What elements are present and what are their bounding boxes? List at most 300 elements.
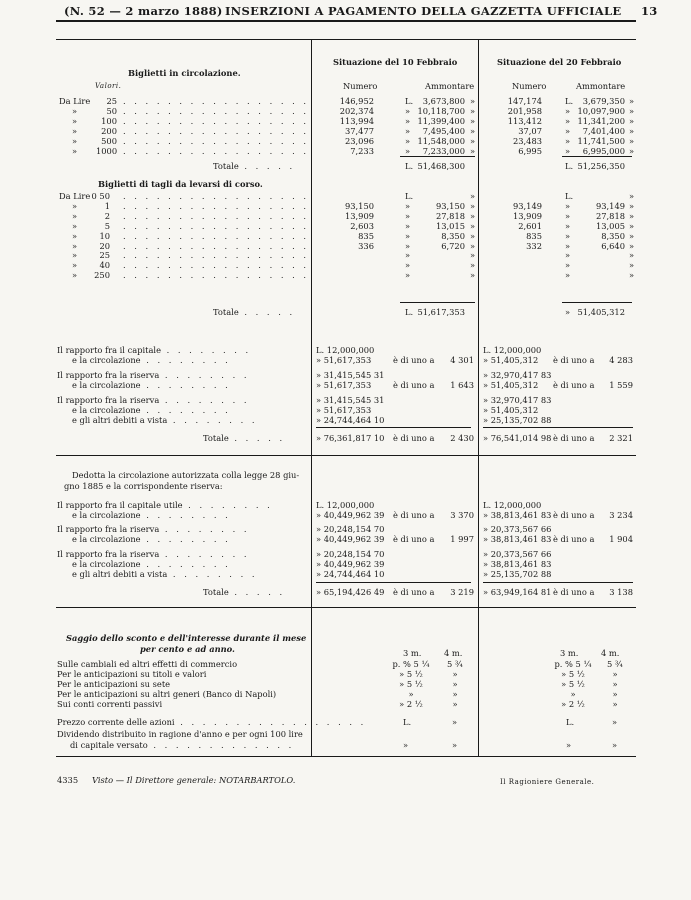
rapporto-ratio-1: è di uno a xyxy=(393,534,435,544)
saggio-h3-1: 3 m. xyxy=(403,648,422,658)
ammontare-suffix-1: » xyxy=(470,96,476,106)
totale-r1-q1: 2 430 xyxy=(450,433,474,443)
tagli-ammontare-1: 8,350 xyxy=(441,230,465,241)
saggio-4m-1: » xyxy=(452,699,458,709)
saggio-3m-2: » xyxy=(570,689,576,699)
rapporto-label: Il rapporto fra la riserva . . . . . . . . xyxy=(57,524,250,534)
prezzo-v2b: » xyxy=(612,717,618,727)
tagli-ammontare-2: 13,005 xyxy=(595,220,625,231)
saggio-title-2: per cento e ad anno. xyxy=(140,644,235,654)
tagli-ammontare-2: 6,640 xyxy=(601,240,625,251)
tagli-suffix-1: » xyxy=(470,220,476,231)
tagli-suffix-1: » xyxy=(470,230,476,241)
taglio-lab: Da Lire xyxy=(59,191,91,201)
rapporto-v2: » 51,405,312 xyxy=(483,380,539,390)
header-rule xyxy=(56,20,636,22)
ammontare-suffix-2: » xyxy=(629,96,635,106)
totale-r2-q2: 3 138 xyxy=(609,587,633,597)
tagli-suffix-2: » xyxy=(629,230,635,241)
dot-leader: . . . . . . . . . . . . . . . . . xyxy=(123,96,310,106)
rapporto-text: e la circolazione xyxy=(72,355,141,365)
valore-mark: » xyxy=(72,116,78,126)
ammontare-prefix-2: » xyxy=(565,116,571,126)
tagli-suffix-2: » xyxy=(629,210,635,221)
ammontare-2: 10,097,900 xyxy=(577,106,625,116)
rapporto-v1: » 20,248,154 70 xyxy=(316,524,385,534)
saggio-text: Per le anticipazioni su altri generi (Banco di Napoli) xyxy=(57,689,277,699)
tagli-numero-2: 2,601 xyxy=(518,220,542,231)
ammontare-2: 11,741,500 xyxy=(577,136,625,146)
taglio-mark: » xyxy=(72,220,78,231)
rapporto-text: e la circolazione xyxy=(72,534,141,544)
totale-r1-v2: » 76,541,014 98 xyxy=(483,433,552,443)
rapporto-label: Il rapporto fra il capitale utile . . . . . . . . xyxy=(57,500,273,510)
numero-2: 113,412 xyxy=(507,116,542,126)
rapporto-v1: L. 12,000,000 xyxy=(316,345,375,355)
rapporto-ratio-2: è di uno a xyxy=(553,380,595,390)
rapporto-v2: » 38,813,461 83 xyxy=(483,534,552,544)
biglietti-title: Biglietti in circolazione. xyxy=(128,68,241,78)
ammontare-1: 11,399,400 xyxy=(417,116,465,126)
taglio-val: 5 xyxy=(104,220,110,231)
ammontare-1: 7,233,000 xyxy=(422,146,465,156)
totale-r2-v2: » 63,949,164 81 xyxy=(483,587,552,597)
rapporto-ratio-1: è di uno a xyxy=(393,355,435,365)
bottom-rule xyxy=(56,756,636,757)
dot-leader: . . . . . . . . . . . . . . . . . xyxy=(123,240,310,251)
column-rule-2 xyxy=(478,40,479,756)
tagli-suffix-2: » xyxy=(629,191,635,201)
saggio-3m-1: » xyxy=(408,689,414,699)
numero-1: 113,994 xyxy=(339,116,374,126)
rapporto-v2: » 32,970,417 83 xyxy=(483,395,552,405)
numero-2: 147,174 xyxy=(507,96,542,106)
div-v1: » xyxy=(403,740,409,750)
totale-tagli-rule-2 xyxy=(562,302,632,303)
numero-1: 202,374 xyxy=(339,106,374,116)
ammontare-suffix-1: » xyxy=(470,126,476,136)
rapporto-text: e la circolazione xyxy=(72,405,141,415)
rap1-sum-rule-1 xyxy=(316,427,471,428)
rapporto-ratio-2: è di uno a xyxy=(553,510,595,520)
ammontare-prefix-1: » xyxy=(405,136,411,146)
taglio-mark: » xyxy=(72,270,78,281)
tagli-numero-1: 2,603 xyxy=(350,220,374,231)
tagli-ammontare-1: 13,015 xyxy=(435,220,465,231)
totale-tagli-1: 51,617,353 xyxy=(417,307,465,317)
dot-leader: . . . . . . . . . . . . . . . . . xyxy=(123,106,310,116)
col-heading-sit2: Situazione del 20 Febbraio xyxy=(497,57,622,67)
numero-2: 6,995 xyxy=(518,146,542,156)
totale-r2-r2: è di uno a xyxy=(553,587,595,597)
rapporto-v1: » 31,415,545 31 xyxy=(316,395,385,405)
tagli-prefix-2: » xyxy=(565,210,571,221)
numero-1: 7,233 xyxy=(350,146,374,156)
rapporto-label: e la circolazione . . . . . . . . xyxy=(72,405,231,415)
column-rule-1 xyxy=(311,40,312,756)
taglio-val: 250 xyxy=(94,270,110,281)
tagli-ammontare-1: 6,720 xyxy=(441,240,465,251)
taglio-val: 0 50 xyxy=(91,191,110,201)
dedotta-line-2: gno 1885 e la corrispondente riserva: xyxy=(64,481,223,491)
rapporto-v2: » 51,405,312 xyxy=(483,355,539,365)
rapporto-v1: » 40,449,962 39 xyxy=(316,559,385,569)
saggio-4m-2: » xyxy=(612,699,618,709)
tagli-numero-2: 332 xyxy=(526,240,542,251)
rap2-sum-rule-1 xyxy=(316,582,471,583)
rapporto-v1: » 51,617,353 xyxy=(316,380,372,390)
saggio-h4-1: 4 m. xyxy=(444,648,463,658)
tagli-numero-1: 835 xyxy=(358,230,374,241)
rapporto-v2: » 38,813,461 83 xyxy=(483,559,552,569)
ammontare-suffix-2: » xyxy=(629,126,635,136)
totale-biglietti-2: 51,256,350 xyxy=(577,161,625,171)
tagli-prefix-1: » xyxy=(405,270,411,281)
saggio-title-1: Saggio dello sconto e dell'interesse durante il mese xyxy=(66,633,307,643)
saggio-4m-1: » xyxy=(452,689,458,699)
rapporto-text: Il rapporto fra il capitale xyxy=(57,345,161,355)
totale-r1-r1: è di uno a xyxy=(393,433,435,443)
tagli-prefix-1: » xyxy=(405,200,411,211)
rapporto-label: e la circolazione . . . . . . . . xyxy=(72,559,231,569)
tagli-title: Biglietti di tagli da levarsi di corso. xyxy=(98,179,263,189)
taglio-mark: » xyxy=(72,210,78,221)
rapporto-text: e gli altri debiti a vista xyxy=(72,415,168,425)
rapporto-q1: 4 301 xyxy=(450,355,474,365)
prezzo-v1b: » xyxy=(452,717,458,727)
taglio-mark: » xyxy=(72,200,78,211)
dot-leader: . . . . . . . . . . . . . . . . . xyxy=(123,210,310,221)
numero-1: 23,096 xyxy=(344,136,374,146)
rap2-sum-rule-2 xyxy=(483,582,633,583)
div-v1b: » xyxy=(452,740,458,750)
tagli-prefix-2: » xyxy=(565,260,571,271)
ammontare-prefix-1: » xyxy=(405,146,411,156)
totale-r2-v1: » 65,194,426 49 xyxy=(316,587,385,597)
totale-r2-q1: 3 219 xyxy=(450,587,474,597)
rapporto-ratio-1: è di uno a xyxy=(393,510,435,520)
dot-leader: . . . . . . . . . . . . . . . . . xyxy=(123,200,310,211)
rapporto-q2: 1 904 xyxy=(609,534,633,544)
tagli-prefix-2: L. xyxy=(565,191,574,201)
rapporto-ratio-2: è di uno a xyxy=(553,534,595,544)
div-v2: » xyxy=(566,740,572,750)
rapporto-text: Il rapporto fra la riserva xyxy=(57,395,160,405)
tagli-suffix-1: » xyxy=(470,210,476,221)
saggio-label xyxy=(57,679,170,689)
taglio-val: 20 xyxy=(99,240,110,251)
tagli-suffix-2: » xyxy=(629,250,635,261)
tagli-numero-2: 13,909 xyxy=(512,210,542,221)
prezzo-v1: L. xyxy=(403,717,412,727)
rapporto-v1: » 31,415,545 31 xyxy=(316,370,385,380)
saggio-label xyxy=(57,689,276,699)
saggio-4m-1: 5 ¾ xyxy=(447,659,463,669)
tagli-prefix-1: » xyxy=(405,250,411,261)
tagli-prefix-2: » xyxy=(565,270,571,281)
rapporto-q1: 3 370 xyxy=(450,510,474,520)
ammontare-suffix-2: » xyxy=(629,116,635,126)
ammontare-prefix-1: » xyxy=(405,106,411,116)
col-numero-2: Numero xyxy=(512,81,547,91)
rapporto-q1: 1 997 xyxy=(450,534,474,544)
saggio-4m-2: 5 ¾ xyxy=(607,659,623,669)
col-numero-1: Numero xyxy=(343,81,378,91)
tagli-ammontare-2: 27,818 xyxy=(595,210,625,221)
rapporto-v1: » 24,744,464 10 xyxy=(316,569,385,579)
ammontare-suffix-2: » xyxy=(629,136,635,146)
ammontare-prefix-1: L. xyxy=(405,96,414,106)
valore-taglio: 25 xyxy=(106,96,117,106)
taglio-val: 2 xyxy=(104,210,110,221)
ammontare-suffix-2: » xyxy=(629,146,635,156)
ammontare-1: 10,118,700 xyxy=(417,106,465,116)
numero-1: 37,477 xyxy=(344,126,374,136)
valore-taglio: 1000 xyxy=(96,146,118,156)
ammontare-prefix-2: » xyxy=(565,126,571,136)
section-rule-1 xyxy=(56,455,636,456)
section-rule-2 xyxy=(56,607,636,608)
ammontare-prefix-2: L. xyxy=(565,96,574,106)
ammontare-prefix-2: » xyxy=(565,106,571,116)
totale-rule-2 xyxy=(562,156,632,157)
rapporto-q2: 4 283 xyxy=(609,355,633,365)
taglio-mark: » xyxy=(72,240,78,251)
tagli-numero-2: 835 xyxy=(526,230,542,241)
saggio-4m-2: » xyxy=(612,669,618,679)
tagli-prefix-2: » xyxy=(565,200,571,211)
rapporto-label: Il rapporto fra la riserva . . . . . . . . xyxy=(57,549,250,559)
tagli-numero-2: 93,149 xyxy=(512,200,542,211)
tagli-ammontare-1: 27,818 xyxy=(435,210,465,221)
valore-mark: » xyxy=(72,106,78,116)
dot-leader: . . . . . . . . . . . . . . . . . xyxy=(123,116,310,126)
tagli-numero-1: 93,150 xyxy=(344,200,374,211)
rapporto-text: e la circolazione xyxy=(72,380,141,390)
saggio-4m-2: » xyxy=(612,689,618,699)
saggio-h4-2: 4 m. xyxy=(601,648,620,658)
tagli-prefix-2: » xyxy=(565,220,571,231)
tagli-numero-1: 13,909 xyxy=(344,210,374,221)
rapporto-label: Il rapporto fra la riserva . . . . . . . . xyxy=(57,395,250,405)
rapporto-text: Il rapporto fra il capitale utile xyxy=(57,500,183,510)
valore-mark: » xyxy=(72,136,78,146)
rapporto-text: e la circolazione xyxy=(72,559,141,569)
totale-r1-q2: 2 321 xyxy=(609,433,633,443)
ammontare-prefix-2: » xyxy=(565,146,571,156)
valore-taglio: 500 xyxy=(101,136,117,146)
page-title: INSERZIONI A PAGAMENTO DELLA GAZZETTA UFFICIALE xyxy=(225,4,622,18)
totale-r2-r1: è di uno a xyxy=(393,587,435,597)
tagli-prefix-1: » xyxy=(405,210,411,221)
tagli-suffix-1: » xyxy=(470,270,476,281)
prezzo-v2: L. xyxy=(566,717,575,727)
tagli-prefix-1: » xyxy=(405,260,411,271)
saggio-text: Per le anticipazioni su titoli e valori xyxy=(57,669,207,679)
taglio-val: 10 xyxy=(99,230,110,241)
taglio-val: 1 xyxy=(104,200,110,211)
dot-leader: . . . . . . . . . . . . . . . . . xyxy=(123,146,310,156)
col-heading-sit1: Situazione del 10 Febbraio xyxy=(333,57,458,67)
totale-biglietti-1: 51,468,300 xyxy=(417,161,465,171)
rapporto-text: Il rapporto fra la riserva xyxy=(57,549,160,559)
taglio-val: 25 xyxy=(99,250,110,261)
col-ammontare-2: Ammontare xyxy=(576,81,626,91)
tagli-suffix-2: » xyxy=(629,220,635,231)
dedotta-line-1: Dedotta la circolazione autorizzata colla legge 28 giu- xyxy=(72,470,300,480)
saggio-3m-2: » 5 ½ xyxy=(561,669,585,679)
tagli-suffix-2: » xyxy=(629,270,635,281)
rapporto-label: Il rapporto fra la riserva . . . . . . . . xyxy=(57,370,250,380)
rapporto-label: e la circolazione . . . . . . . . xyxy=(72,534,231,544)
tagli-prefix-2: » xyxy=(565,250,571,261)
dot-leader: . . . . . . . . . . . . . . . . . xyxy=(123,136,310,146)
saggio-3m-2: » 2 ½ xyxy=(561,699,585,709)
valore-taglio: 50 xyxy=(106,106,117,116)
dot-leader: . . . . . . . . . . . . . . . . . xyxy=(123,126,310,136)
tagli-suffix-2: » xyxy=(629,240,635,251)
dot-leader: . . . . . . . . . . . . . . . . . xyxy=(123,270,310,281)
tagli-ammontare-2: 93,149 xyxy=(595,200,625,211)
tagli-ammontare-1: 93,150 xyxy=(435,200,465,211)
rapporto-text: Il rapporto fra la riserva xyxy=(57,370,160,380)
totale-r1-r2: è di uno a xyxy=(553,433,595,443)
dot-leader: . . . . . . . . . . . . . . . . . xyxy=(123,191,310,201)
valore-mark: » xyxy=(72,126,78,136)
rapporto-v2: » 20,373,567 66 xyxy=(483,524,552,534)
numero-2: 23,483 xyxy=(512,136,542,146)
issue-number: (N. 52 — 2 marzo 1888) xyxy=(64,4,223,18)
rapporto-label: Il rapporto fra il capitale . . . . . . . . xyxy=(57,345,252,355)
numero-1: 146,952 xyxy=(339,96,374,106)
rapporto-text: e la circolazione xyxy=(72,510,141,520)
rapporto-v2: » 25,135,702 88 xyxy=(483,415,552,425)
tagli-prefix-2: » xyxy=(565,230,571,241)
rapporto-ratio-2: è di uno a xyxy=(553,355,595,365)
numero-2: 201,958 xyxy=(507,106,542,116)
rapporto-v2: L. 12,000,000 xyxy=(483,345,542,355)
dot-leader: . . . . . . . . . . . . . . . . . xyxy=(123,230,310,241)
valore-taglio: 100 xyxy=(101,116,117,126)
tagli-suffix-1: » xyxy=(470,200,476,211)
ammontare-1: 7,495,400 xyxy=(422,126,465,136)
rapporto-v1: » 51,617,353 xyxy=(316,405,372,415)
totale-tagli-2: 51,405,312 xyxy=(577,307,625,317)
tagli-prefix-1: » xyxy=(405,240,411,251)
dot-leader: . . . . . . . . . . . . . . . . . xyxy=(123,250,310,261)
ammontare-1: 3,673,800 xyxy=(422,96,465,106)
saggio-text: Sui conti correnti passivi xyxy=(57,699,163,709)
rapporto-v1: » 51,617,353 xyxy=(316,355,372,365)
saggio-3m-2: » 5 ½ xyxy=(561,679,585,689)
saggio-4m-1: » xyxy=(452,669,458,679)
saggio-label xyxy=(57,659,237,669)
ammontare-suffix-1: » xyxy=(470,106,476,116)
tagli-suffix-1: » xyxy=(470,240,476,251)
ammontare-suffix-2: » xyxy=(629,106,635,116)
tagli-ammontare-2: 8,350 xyxy=(601,230,625,241)
totale-rule-1 xyxy=(400,156,475,157)
saggio-h3-2: 3 m. xyxy=(560,648,579,658)
prezzo-label: Prezzo corrente delle azioni . . . . . . . . . . . . . . . . . xyxy=(57,717,367,727)
ammontare-2: 11,341,200 xyxy=(577,116,625,126)
rapporto-v2: » 51,405,312 xyxy=(483,405,539,415)
valore-taglio: 200 xyxy=(101,126,117,136)
rapporto-text: Il rapporto fra la riserva xyxy=(57,524,160,534)
totale-r1-label: Totale . . . . . xyxy=(203,433,286,443)
rapporto-q2: 1 559 xyxy=(609,380,633,390)
ammontare-prefix-1: » xyxy=(405,126,411,136)
ammontare-suffix-1: » xyxy=(470,136,476,146)
rapporto-v2: » 32,970,417 83 xyxy=(483,370,552,380)
ammontare-suffix-1: » xyxy=(470,116,476,126)
rapporto-label: e gli altri debiti a vista . . . . . . . . xyxy=(72,415,258,425)
saggio-3m-1: p. % 5 ¼ xyxy=(392,659,430,669)
saggio-text: Sulle cambiali ed altri effetti di commercio xyxy=(57,659,238,669)
page-number: 13 xyxy=(641,4,658,18)
footer-number: 4335 xyxy=(57,775,79,785)
ammontare-1: 11,548,000 xyxy=(417,136,465,146)
taglio-mark: » xyxy=(72,230,78,241)
tagli-suffix-1: » xyxy=(470,250,476,261)
numero-2: 37,07 xyxy=(518,126,542,136)
dot-leader: . . . . . . . . . . . . . . . . . xyxy=(123,220,310,231)
saggio-3m-1: » 2 ½ xyxy=(399,699,423,709)
tagli-suffix-1: » xyxy=(470,191,476,201)
saggio-label xyxy=(57,669,206,679)
rapporto-q2: 3 234 xyxy=(609,510,633,520)
totale-biglietti-label: Totale . . . . . xyxy=(213,161,296,171)
totale-tagli-rule-1 xyxy=(400,302,475,303)
rapporto-text: e gli altri debiti a vista xyxy=(72,569,168,579)
valore-lab: Da Lire xyxy=(59,96,91,106)
rapporto-v1: L. 12,000,000 xyxy=(316,500,375,510)
saggio-3m-2: p. % 5 ¼ xyxy=(554,659,592,669)
footer-ragioniere: Il Ragioniere Generale. xyxy=(500,778,595,786)
taglio-val: 40 xyxy=(99,260,110,271)
saggio-4m-1: » xyxy=(452,679,458,689)
ammontare-2: 7,401,400 xyxy=(582,126,625,136)
tagli-prefix-2: » xyxy=(565,240,571,251)
saggio-text: Per le anticipazioni su sete xyxy=(57,679,171,689)
rapporto-label: e la circolazione . . . . . . . . xyxy=(72,380,231,390)
totale-tagli-label: Totale . . . . . xyxy=(213,307,296,317)
top-rule xyxy=(56,39,636,40)
totale-r2-label: Totale . . . . . xyxy=(203,587,286,597)
totale-r1-v1: » 76,361,817 10 xyxy=(316,433,385,443)
ammontare-2: 6,995,000 xyxy=(582,146,625,156)
rapporto-v2: » 20,373,567 66 xyxy=(483,549,552,559)
ammontare-prefix-1: » xyxy=(405,116,411,126)
rapporto-ratio-1: è di uno a xyxy=(393,380,435,390)
tagli-prefix-1: » xyxy=(405,220,411,231)
tagli-suffix-2: » xyxy=(629,260,635,271)
ammontare-2: 3,679,350 xyxy=(582,96,625,106)
dividendo-line-1: Dividendo distribuito in ragione d'anno e per ogni 100 lire xyxy=(57,729,303,739)
footer-visto: Visto — Il Direttore generale: NOTARBARTOLO. xyxy=(92,775,296,785)
rapporto-label: e la circolazione . . . . . . . . xyxy=(72,510,231,520)
rapporto-q1: 1 643 xyxy=(450,380,474,390)
rapporto-v2: » 38,813,461 83 xyxy=(483,510,552,520)
dividendo-line-2: di capitale versato . . . . . . . . . . . . . xyxy=(70,740,295,750)
taglio-mark: » xyxy=(72,250,78,261)
rapporto-v1: » 20,248,154 70 xyxy=(316,549,385,559)
rapporto-v1: » 40,449,962 39 xyxy=(316,510,385,520)
tagli-suffix-2: » xyxy=(629,200,635,211)
valore-mark: » xyxy=(72,146,78,156)
tagli-prefix-1: » xyxy=(405,230,411,241)
tagli-suffix-1: » xyxy=(470,260,476,271)
